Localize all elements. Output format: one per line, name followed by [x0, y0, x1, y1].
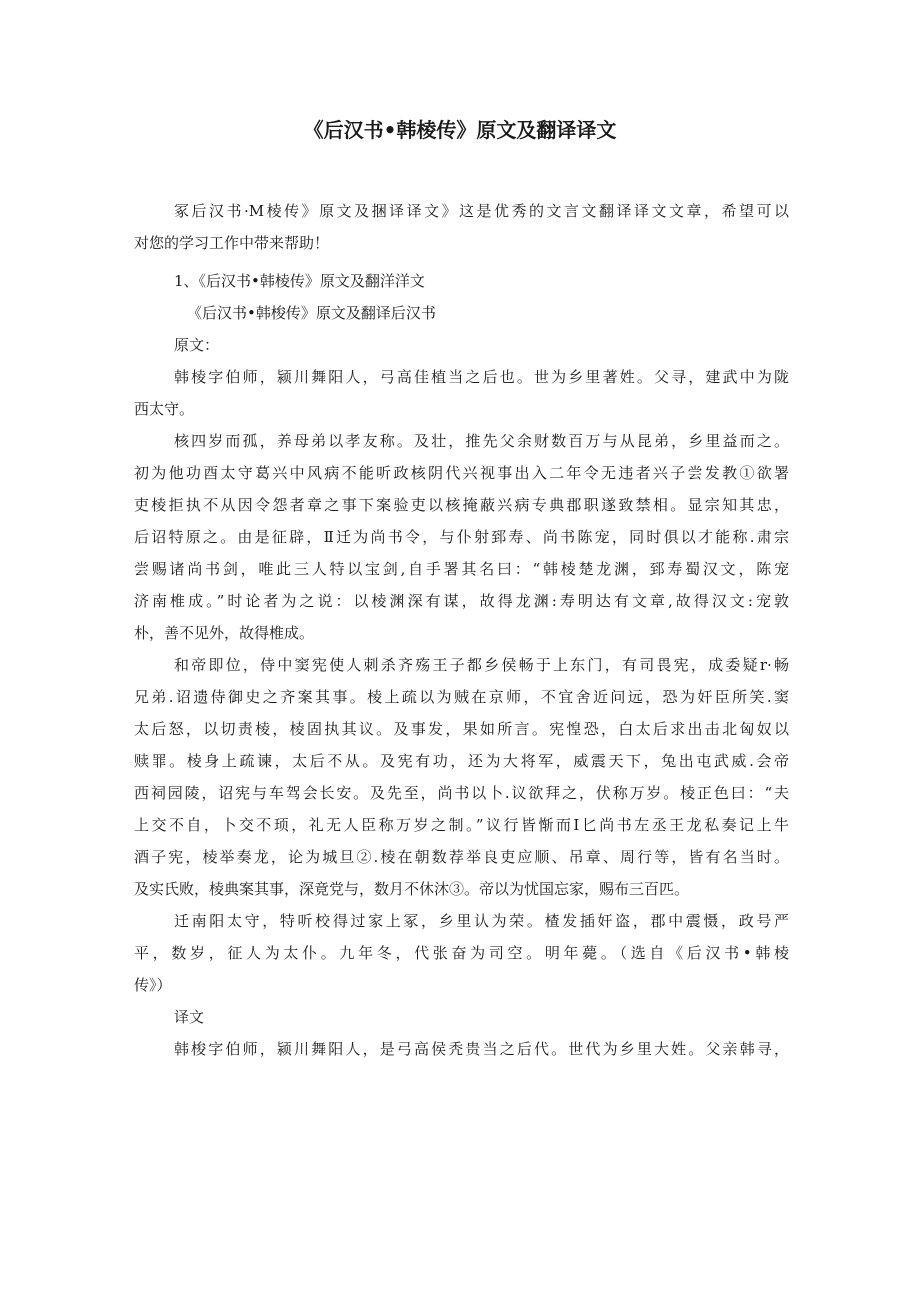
para-4-line-1: 迁南阳太守，特听校得过家上冢，乡里认为荣。楂发插奸盗，郡中震慑，政号严 — [174, 912, 789, 930]
para-2-line-6: 济南椎成。”时论者为之说：以棱渊深有谋，故得龙渊:寿明达有文章,故得汉文:宠敦 — [134, 592, 789, 610]
para-3-line-8: 及实氏败，棱典案其事，深竟党与，数月不休沐③。帝以为忧国忘家，赐布三百匹。 — [134, 880, 690, 898]
para-3-line-2: 兄弟.诏遗侍御史之齐案其事。棱上疏以为贼在京师，不宜舍近问远，恐为奸臣所笑.窦 — [134, 688, 789, 706]
para-2-line-1: 核四岁而孤，养母弟以孝友称。及壮，推先父余财数百万与从昆弟，乡里益而之。 — [174, 432, 789, 450]
document-title: 《后汉书•韩棱传》原文及翻译译文 — [303, 118, 617, 142]
label-translation: 译文 — [174, 1008, 205, 1026]
para-3-line-6: 上交不自，卜交不顼，礼无人臣称万岁之制。”议行皆惭而Ⅰ匕尚书左丞王龙私奏记上牛 — [134, 816, 789, 834]
para-2-line-3: 吏棱拒执不从因令怨者章之事下案验吏以核掩蔽兴病专典郡职遂致禁相。显宗知其忠， — [134, 496, 789, 514]
para-2-line-5: 尝赐诸尚书剑，唯此三人特以宝剑,自手署其名曰：“韩棱楚龙渊，郅寿蜀汉文，陈宠 — [134, 560, 789, 578]
para-1-line-1: 韩棱字伯师，颍川舞阳人，弓高佳植当之后也。世为乡里著姓。父寻，建武中为陇 — [174, 368, 789, 386]
translation-line-1: 韩梭字伯师，颍川舞阳人，是弓高侯秃贵当之后代。世代为乡里大姓。父亲韩寻， — [174, 1040, 789, 1058]
para-3-line-3: 太后怒，以切责棱，棱固执其议。及事发，果如所言。宪惶恐，白太后求出击北匈奴以 — [134, 720, 789, 738]
label-original: 原文： — [174, 336, 220, 354]
para-4-line-2: 平，数岁，征人为太仆。九年冬，代张奋为司空。明年薨。（选自《后汉书•韩棱 — [134, 944, 789, 962]
intro-line-2: 对您的学习工作中带来帮助！ — [134, 234, 330, 252]
para-3-line-7: 酒子宪，棱举奏龙，论为城旦②.棱在朝数荐举良吏应顺、吊章、周行等，皆有名当时。 — [134, 848, 789, 866]
para-3-line-1: 和帝即位，侍中窦宪使人刺杀齐殇王子都乡侯畅于上东门，有司畏宪，成委疑r·畅 — [174, 656, 789, 674]
section-heading: 1、《后汉书•韩棱传》原文及翻洋洋文 — [174, 272, 425, 290]
subheading: 《后汉书•韩梭传》原文及翻译后汉书 — [187, 304, 436, 322]
intro-line-1: 冢后汉书·M棱传》原文及捆译译文》这是优秀的文言文翻译译文文章，希望可以 — [174, 202, 789, 220]
para-2-line-4: 后诏特原之。由是征辟，Ⅱ迁为尚书令，与仆射郅寿、尚书陈宠，同时俱以才能称.肃宗 — [134, 528, 789, 546]
para-4-line-3: 传》） — [134, 976, 172, 994]
para-3-line-4: 赎罪。棱身上疏谏，太后不从。及宪有功，还为大将军，威震天下，兔出屯武威.会帝 — [134, 752, 789, 770]
para-2-line-2: 初为他功酉太守葛兴中风病不能听政核阴代兴视事出入二年令无违者兴子尝发教①欲署 — [134, 464, 789, 482]
para-2-line-7: 朴，善不见外，故得椎成。 — [134, 624, 315, 642]
document-body — [134, 195, 789, 1065]
para-3-line-5: 西祠园陵，诏宪与车驾会长安。及先至，尚书以卜.议欲拜之，伏称万岁。棱正色曰：“夫 — [134, 784, 789, 802]
para-1-line-2: 西太守。 — [134, 400, 195, 418]
